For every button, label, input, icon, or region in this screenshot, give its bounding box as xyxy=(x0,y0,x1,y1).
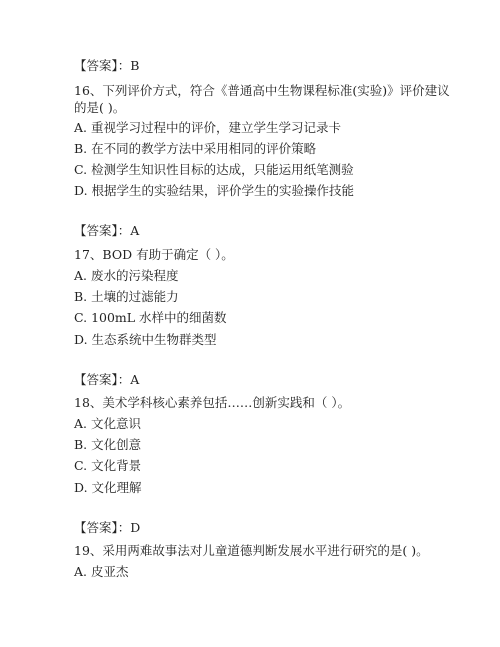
question-16-option-b: B. 在不同的教学方法中采用相同的评价策略 xyxy=(74,141,317,156)
question-17-option-a: A. 废水的污染程度 xyxy=(74,268,179,283)
question-19-stem: 19、采用两难故事法对儿童道德判断发展水平进行研究的是( )。 xyxy=(74,543,429,558)
question-16-stem-continuation: 的是( )。 xyxy=(74,100,126,115)
question-18-stem: 18、美术学科核心素养包括……创新实践和（ ）。 xyxy=(74,395,351,410)
answer-label: 【答案】：D xyxy=(74,520,141,535)
question-16-option-a: A. 重视学习过程中的评价，建立学生学习记录卡 xyxy=(74,120,341,135)
question-18-option-d: D. 文化理解 xyxy=(74,480,142,495)
question-16-option-d: D. 根据学生的实验结果，评价学生的实验操作技能 xyxy=(74,183,355,198)
answer-label: 【答案】：A xyxy=(74,223,140,238)
question-17-option-c: C. 100mL 水样中的细菌数 xyxy=(74,310,227,325)
question-18-option-a: A. 文化意识 xyxy=(74,416,141,431)
question-17-stem: 17、BOD 有助于确定（ ）。 xyxy=(74,247,234,262)
answer-label: 【答案】：B xyxy=(74,58,140,73)
question-18-option-b: B. 文化创意 xyxy=(74,437,142,452)
question-18-option-c: C. 文化背景 xyxy=(74,458,142,473)
answer-label: 【答案】：A xyxy=(74,372,140,387)
question-16-stem: 16、下列评价方式，符合《普通高中生物课程标准(实验)》评价建议 xyxy=(74,83,450,98)
question-16-option-c: C. 检测学生知识性目标的达成，只能运用纸笔测验 xyxy=(74,162,354,177)
question-19-option-a: A. 皮亚杰 xyxy=(74,564,129,579)
question-17-option-d: D. 生态系统中生物群类型 xyxy=(74,332,217,347)
question-17-option-b: B. 土壤的过滤能力 xyxy=(74,289,179,304)
